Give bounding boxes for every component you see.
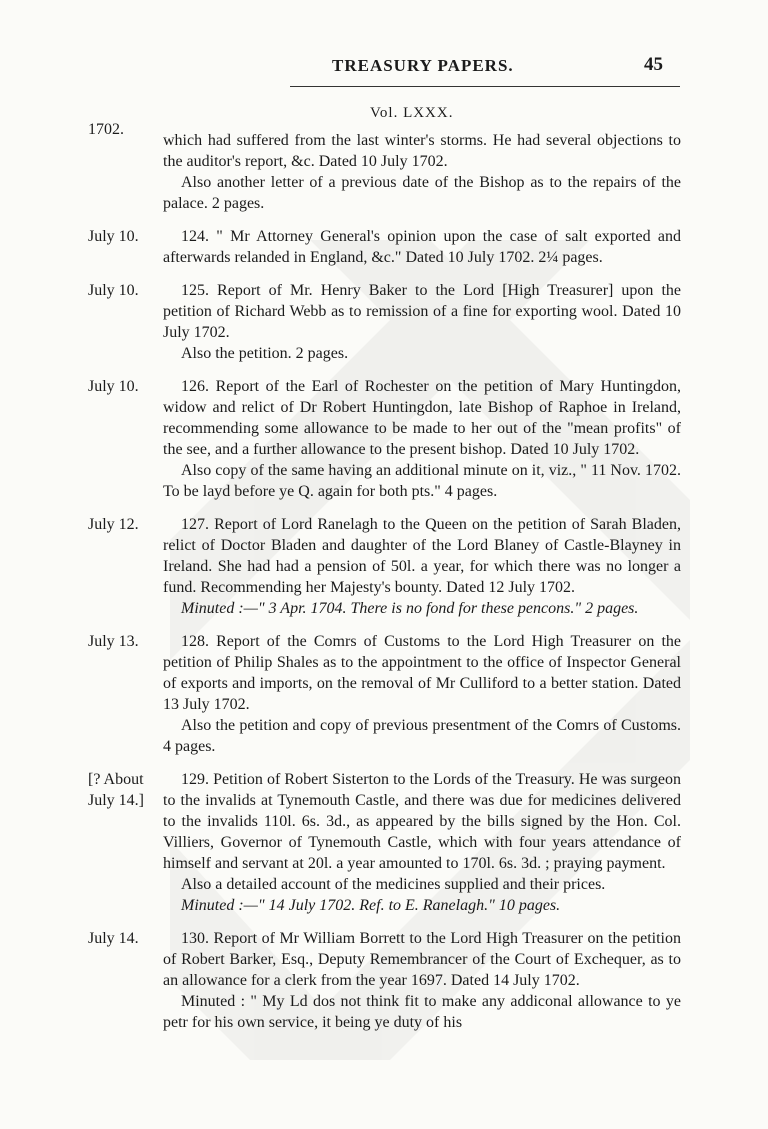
year-label: 1702. — [88, 121, 124, 138]
entry-paragraph: which had suffered from the last winter's storms. He had several objections to the auditor's report, &c. Dated 10 July 1702. — [163, 132, 681, 170]
running-title: TREASURY PAPERS. — [332, 56, 514, 75]
entry-date: July 10. — [88, 228, 139, 245]
entry-date: July 12. — [88, 516, 139, 533]
entry — [0, 514, 768, 619]
entry-paragraph: 125. Report of Mr. Henry Baker to the Lord [High Treasurer] upon the petition of Richard Webb as to remission of a fine for exporting wool. Dated 10 July 1702. — [163, 282, 681, 341]
page-header — [0, 48, 768, 88]
entry-paragraph: 124. " Mr Attorney General's opinion upon the case of salt exported and afterwards relanded in England, &c." Dated 10 July 1702. 2¼ pages. — [163, 228, 681, 266]
entry — [0, 631, 768, 757]
entry — [0, 130, 768, 214]
entry-paragraph: Minuted : " My Ld dos not think fit to make any addiconal allowance to ye petr for his own service, it being ye duty of his — [163, 993, 681, 1031]
entry-paragraph: Minuted :—" 3 Apr. 1704. There is no fond for these pencons." 2 pages. — [181, 600, 639, 617]
entry-date: July 10. — [88, 282, 139, 299]
entry-date: July 10. — [88, 378, 139, 395]
entry-date: July 14. — [88, 930, 139, 947]
entry-paragraph: 130. Report of Mr William Borrett to the Lord High Treasurer on the petition of Robert Barker, Esq., Deputy Remembrancer of the Court of Exchequer, as to an allowance for a clerk from the year 1697. Dated 14 July 1702. — [163, 930, 681, 989]
entry-paragraph: Also the petition. 2 pages. — [181, 345, 349, 362]
entry-text — [163, 631, 681, 757]
entry — [0, 928, 768, 1033]
entry-paragraph: 127. Report of Lord Ranelagh to the Queen on the petition of Sarah Bladen, relict of Doctor Bladen and daughter of the Lord Blaney of Castle-Blayney in Ireland. She had had a pension of 50l. a year, for which there was no longer a fund. Recommending her Majesty's bounty. Dated 12 July 1702. — [163, 516, 681, 596]
entry-text — [163, 514, 681, 619]
entry-date: [? About July 14.] — [88, 771, 144, 809]
entry-paragraph: Also another letter of a previous date of the Bishop as to the repairs of the palace. 2 pages. — [163, 174, 681, 212]
entry — [0, 226, 768, 268]
entry-text — [163, 226, 681, 268]
entry-text — [163, 769, 681, 916]
entry-text — [163, 928, 681, 1033]
entry-paragraph: Minuted :—" 14 July 1702. Ref. to E. Ranelagh." 10 pages. — [181, 897, 561, 914]
entry-text — [163, 376, 681, 502]
entry-text — [163, 280, 681, 364]
entry-paragraph: 126. Report of the Earl of Rochester on the petition of Mary Huntingdon, widow and relict of Dr Robert Huntingdon, late Bishop of Raphoe in Ireland, recommending some allowance to be made to her out of the "mean profits" of the see, and a further allowance to the present bishop. Dated 10 July 1702. — [163, 378, 681, 458]
volume-heading: Vol. LXXX. — [370, 105, 454, 121]
entry-paragraph: 128. Report of the Comrs of Customs to the Lord High Treasurer on the petition of Philip Shales as to the appointment to the office of Inspector General of exports and imports, on the removal of Mr Culliford to a better station. Dated 13 July 1702. — [163, 633, 681, 713]
entry-paragraph: Also copy of the same having an additional minute on it, viz., " 11 Nov. 1702. To be layd before ye Q. again for both pts." 4 pages. — [163, 462, 681, 500]
entry-text — [163, 130, 681, 214]
entry — [0, 280, 768, 364]
entry — [0, 376, 768, 502]
entry-paragraph: 129. Petition of Robert Sisterton to the Lords of the Treasury. He was surgeon to the invalids at Tynemouth Castle, and there was due for medicines delivered to the invalids 110l. 6s. 3d., as appeared by the bills signed by the Hon. Col. Villiers, Governor of Tynemouth Castle, which with four years attendance of himself and servant at 20l. a year amounted to 170l. 6s. 3d. ; praying payment. — [163, 771, 681, 872]
entry-date: July 13. — [88, 633, 139, 650]
entry-paragraph: Also a detailed account of the medicines supplied and their prices. — [181, 876, 606, 893]
header-rule — [290, 86, 680, 87]
entries-list — [0, 130, 768, 1045]
entry — [0, 769, 768, 916]
entry-paragraph: Also the petition and copy of previous presentment of the Comrs of Customs. 4 pages. — [163, 717, 681, 755]
page-number: 45 — [644, 54, 663, 75]
